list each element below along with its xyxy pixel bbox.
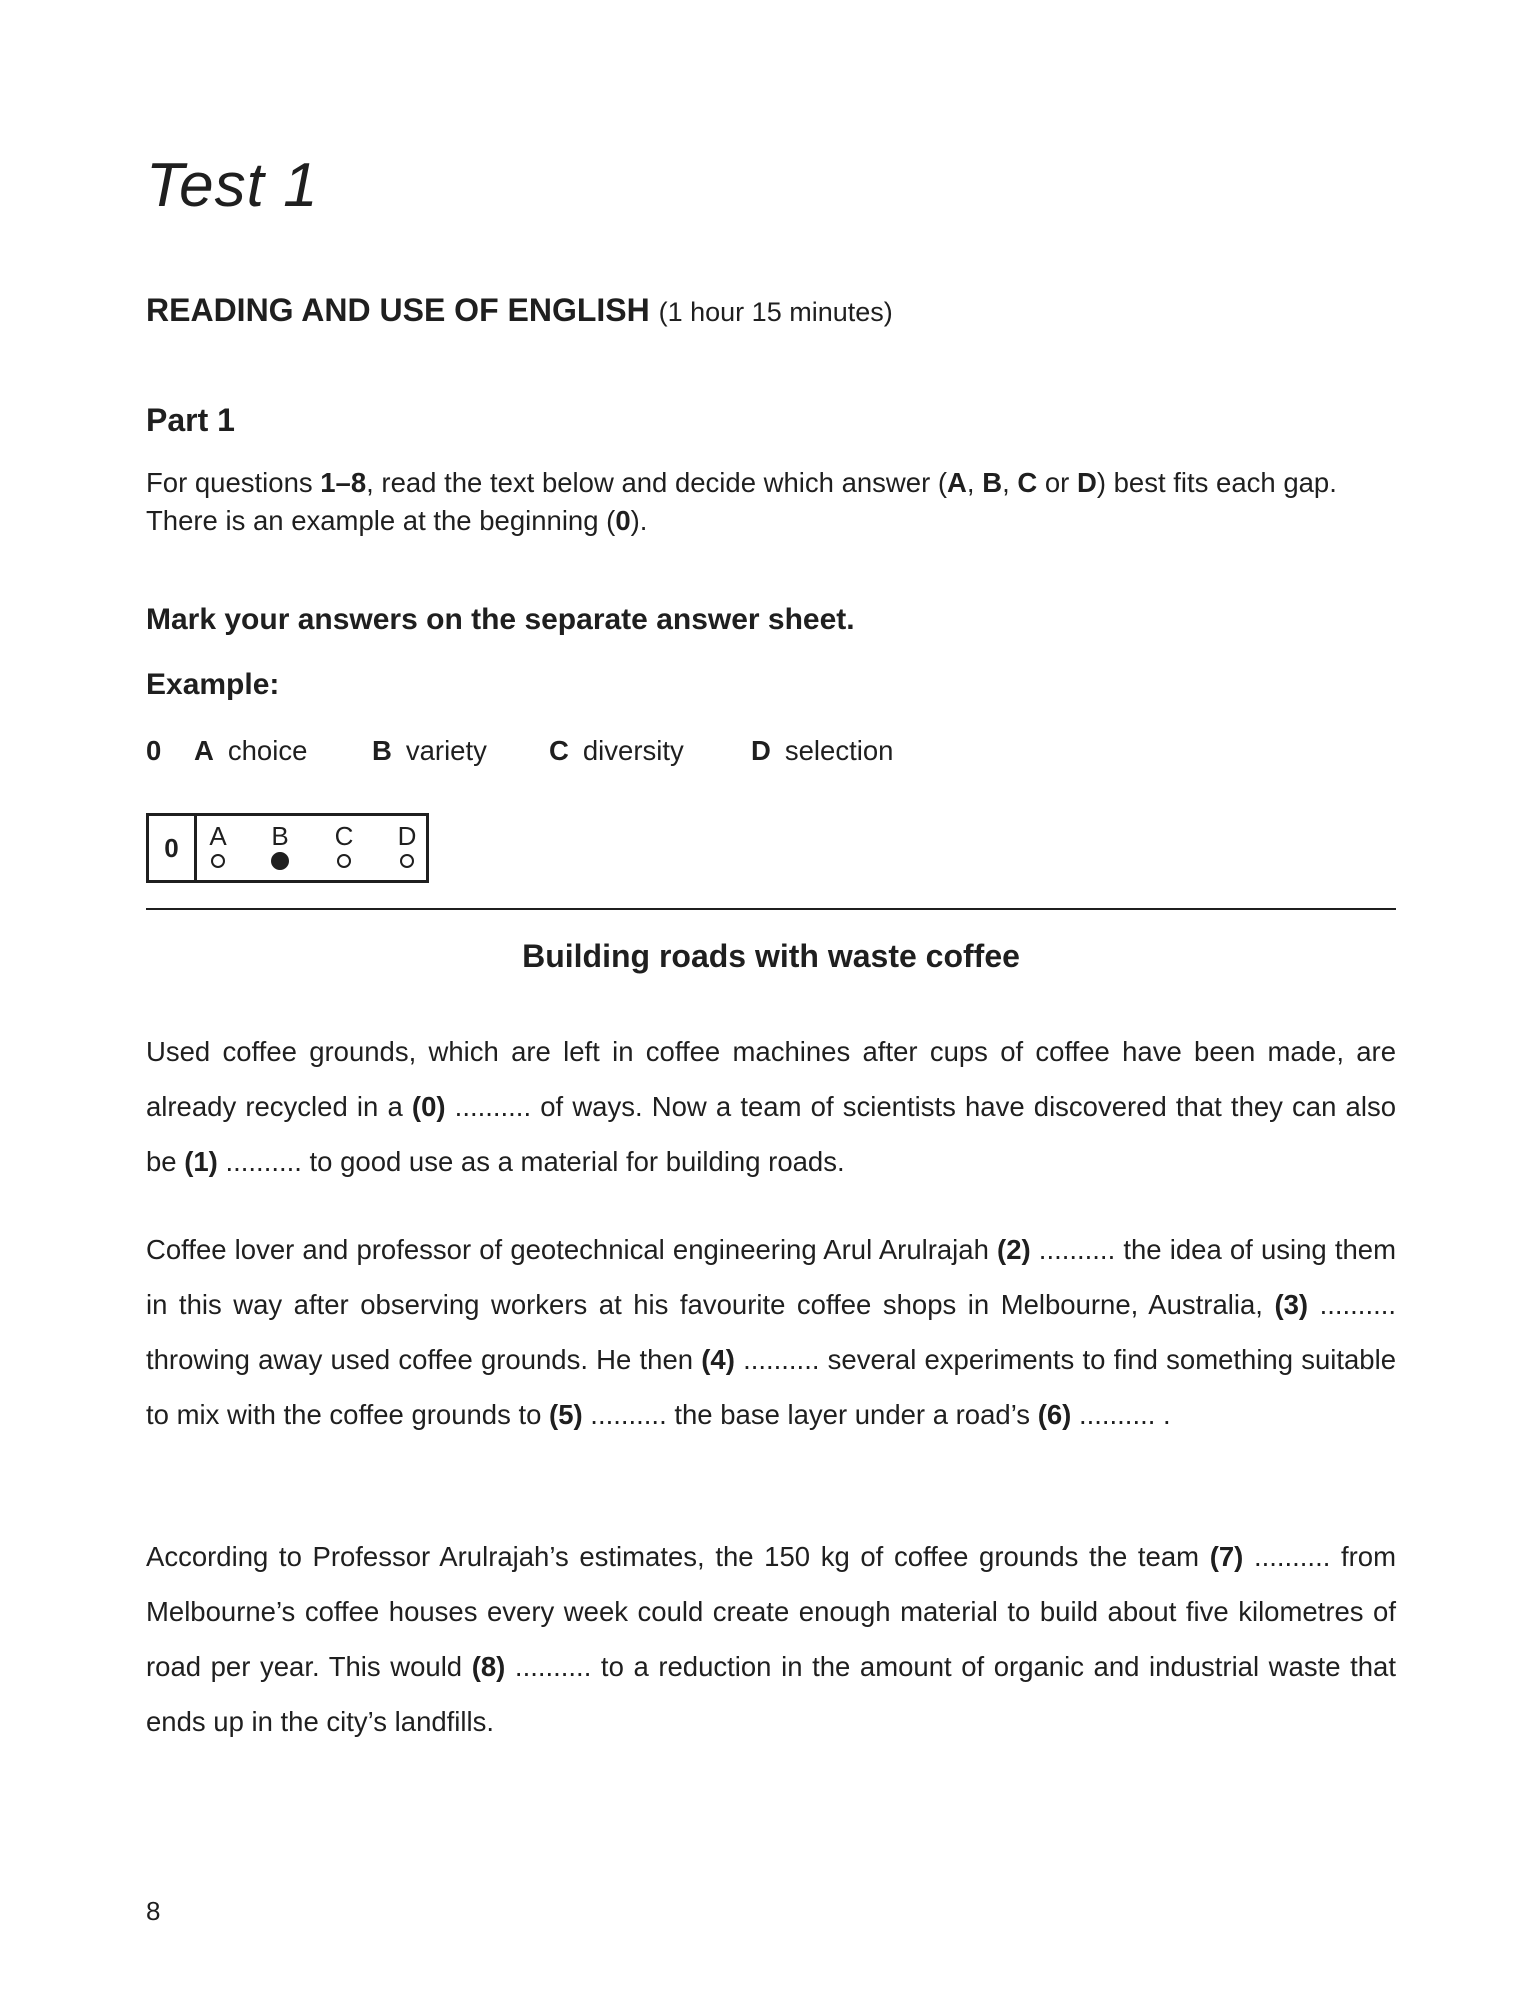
paragraph-1 bbox=[146, 1024, 1396, 1189]
answer-bubble-b[interactable] bbox=[265, 822, 295, 870]
example-label: Example: bbox=[146, 668, 280, 701]
instr-letter-c: C bbox=[1017, 467, 1038, 498]
answer-box-number: 0 bbox=[149, 816, 197, 880]
bubble-letter: D bbox=[397, 821, 417, 851]
answer-bubble-c[interactable] bbox=[329, 822, 359, 868]
para-text: .......... to a reduction in the amount of organic and industrial waste that ends up in the city’s landfills. bbox=[146, 1651, 1396, 1737]
para-text: .......... the base layer under a road’s bbox=[582, 1399, 1038, 1430]
para-text: .......... of ways. Now a team of scientists have discovered that they can also be bbox=[146, 1091, 1396, 1177]
para-text: .......... from Melbourne’s coffee houses every week could create enough material to build about five kilometres of road per year. This would bbox=[146, 1541, 1396, 1682]
answer-bubble-a[interactable] bbox=[203, 822, 233, 868]
exam-page bbox=[146, 0, 1396, 2000]
instr-text: ). bbox=[630, 505, 648, 536]
example-option-a bbox=[194, 735, 307, 767]
instructions bbox=[146, 464, 1396, 540]
instr-letter-d: D bbox=[1076, 467, 1097, 498]
para-text: Coffee lover and professor of geotechnical engineering Arul Arulrajah bbox=[146, 1234, 998, 1265]
instr-text: , read the text below and decide which answer ( bbox=[366, 467, 948, 498]
paragraph-3 bbox=[146, 1529, 1396, 1749]
instr-text: For questions bbox=[146, 467, 321, 498]
instr-letter-a: A bbox=[947, 467, 967, 498]
gap-7: (7) bbox=[1209, 1541, 1244, 1572]
option-letter: A bbox=[194, 735, 214, 766]
section-heading bbox=[146, 292, 893, 329]
gap-0: (0) bbox=[411, 1091, 446, 1122]
para-text: .......... throwing away used coffee grounds. He then bbox=[146, 1289, 1397, 1375]
text-title: Building roads with waste coffee bbox=[522, 938, 1020, 974]
instr-sep: , bbox=[1002, 467, 1018, 498]
option-text: variety bbox=[405, 735, 487, 766]
section-duration: (1 hour 15 minutes) bbox=[658, 297, 893, 327]
bubble-circle-icon bbox=[400, 854, 414, 868]
gap-8: (8) bbox=[471, 1651, 506, 1682]
paragraph-2 bbox=[146, 1222, 1396, 1442]
instr-question-range: 1–8 bbox=[320, 467, 367, 498]
option-letter: D bbox=[751, 735, 771, 766]
example-answer-box bbox=[146, 813, 429, 883]
instr-text: There is an example at the beginning ( bbox=[146, 505, 616, 536]
example-option-c bbox=[549, 735, 684, 767]
para-text: .......... several experiments to find something suitable to mix with the coffee grounds to bbox=[146, 1344, 1397, 1430]
option-letter: B bbox=[372, 735, 392, 766]
instr-text: ) best fits each gap. bbox=[1096, 467, 1337, 498]
bubble-circle-icon bbox=[337, 854, 351, 868]
instr-letter-b: B bbox=[982, 467, 1003, 498]
gap-2: (2) bbox=[997, 1234, 1031, 1265]
gap-3: (3) bbox=[1274, 1289, 1309, 1320]
answer-bubble-d[interactable] bbox=[392, 822, 422, 868]
instr-example-number: 0 bbox=[615, 505, 631, 536]
gap-4: (4) bbox=[701, 1344, 735, 1375]
para-text: Used coffee grounds, which are left in coffee machines after cups of coffee have been made, are already recycled in a bbox=[146, 1036, 1396, 1122]
option-letter: C bbox=[549, 735, 569, 766]
para-text: .......... the idea of using them in this way after observing workers at his favourite coffee shops in Melbourne, Australia, bbox=[146, 1234, 1397, 1320]
bubble-letter: A bbox=[209, 821, 227, 851]
bubble-circle-icon bbox=[211, 854, 225, 868]
instr-sep: , bbox=[966, 467, 983, 498]
example-option-b bbox=[372, 735, 487, 767]
bubble-circle-icon bbox=[271, 852, 289, 870]
example-option-d bbox=[751, 735, 893, 767]
gap-6: (6) bbox=[1037, 1399, 1072, 1430]
mark-instruction: Mark your answers on the separate answer sheet. bbox=[146, 603, 855, 636]
part-title: Part 1 bbox=[146, 402, 235, 438]
gap-5: (5) bbox=[549, 1399, 583, 1430]
page-number: 8 bbox=[146, 1896, 161, 1926]
section-title: READING AND USE OF ENGLISH bbox=[146, 292, 650, 328]
example-number: 0 bbox=[146, 735, 162, 766]
test-title: Test 1 bbox=[146, 151, 319, 220]
divider bbox=[146, 908, 1396, 910]
option-text: diversity bbox=[582, 735, 684, 766]
para-text: According to Professor Arulrajah’s estimates, the 150 kg of coffee grounds the team bbox=[146, 1541, 1210, 1572]
option-text: selection bbox=[784, 735, 894, 766]
example-options bbox=[146, 735, 1146, 771]
bubble-letter: C bbox=[334, 821, 354, 851]
instr-sep: or bbox=[1037, 467, 1077, 498]
para-text: .......... . bbox=[1071, 1399, 1171, 1430]
bubble-letter: B bbox=[271, 821, 289, 851]
option-text: choice bbox=[227, 735, 308, 766]
para-text: .......... to good use as a material for building roads. bbox=[217, 1146, 845, 1177]
gap-1: (1) bbox=[184, 1146, 218, 1177]
